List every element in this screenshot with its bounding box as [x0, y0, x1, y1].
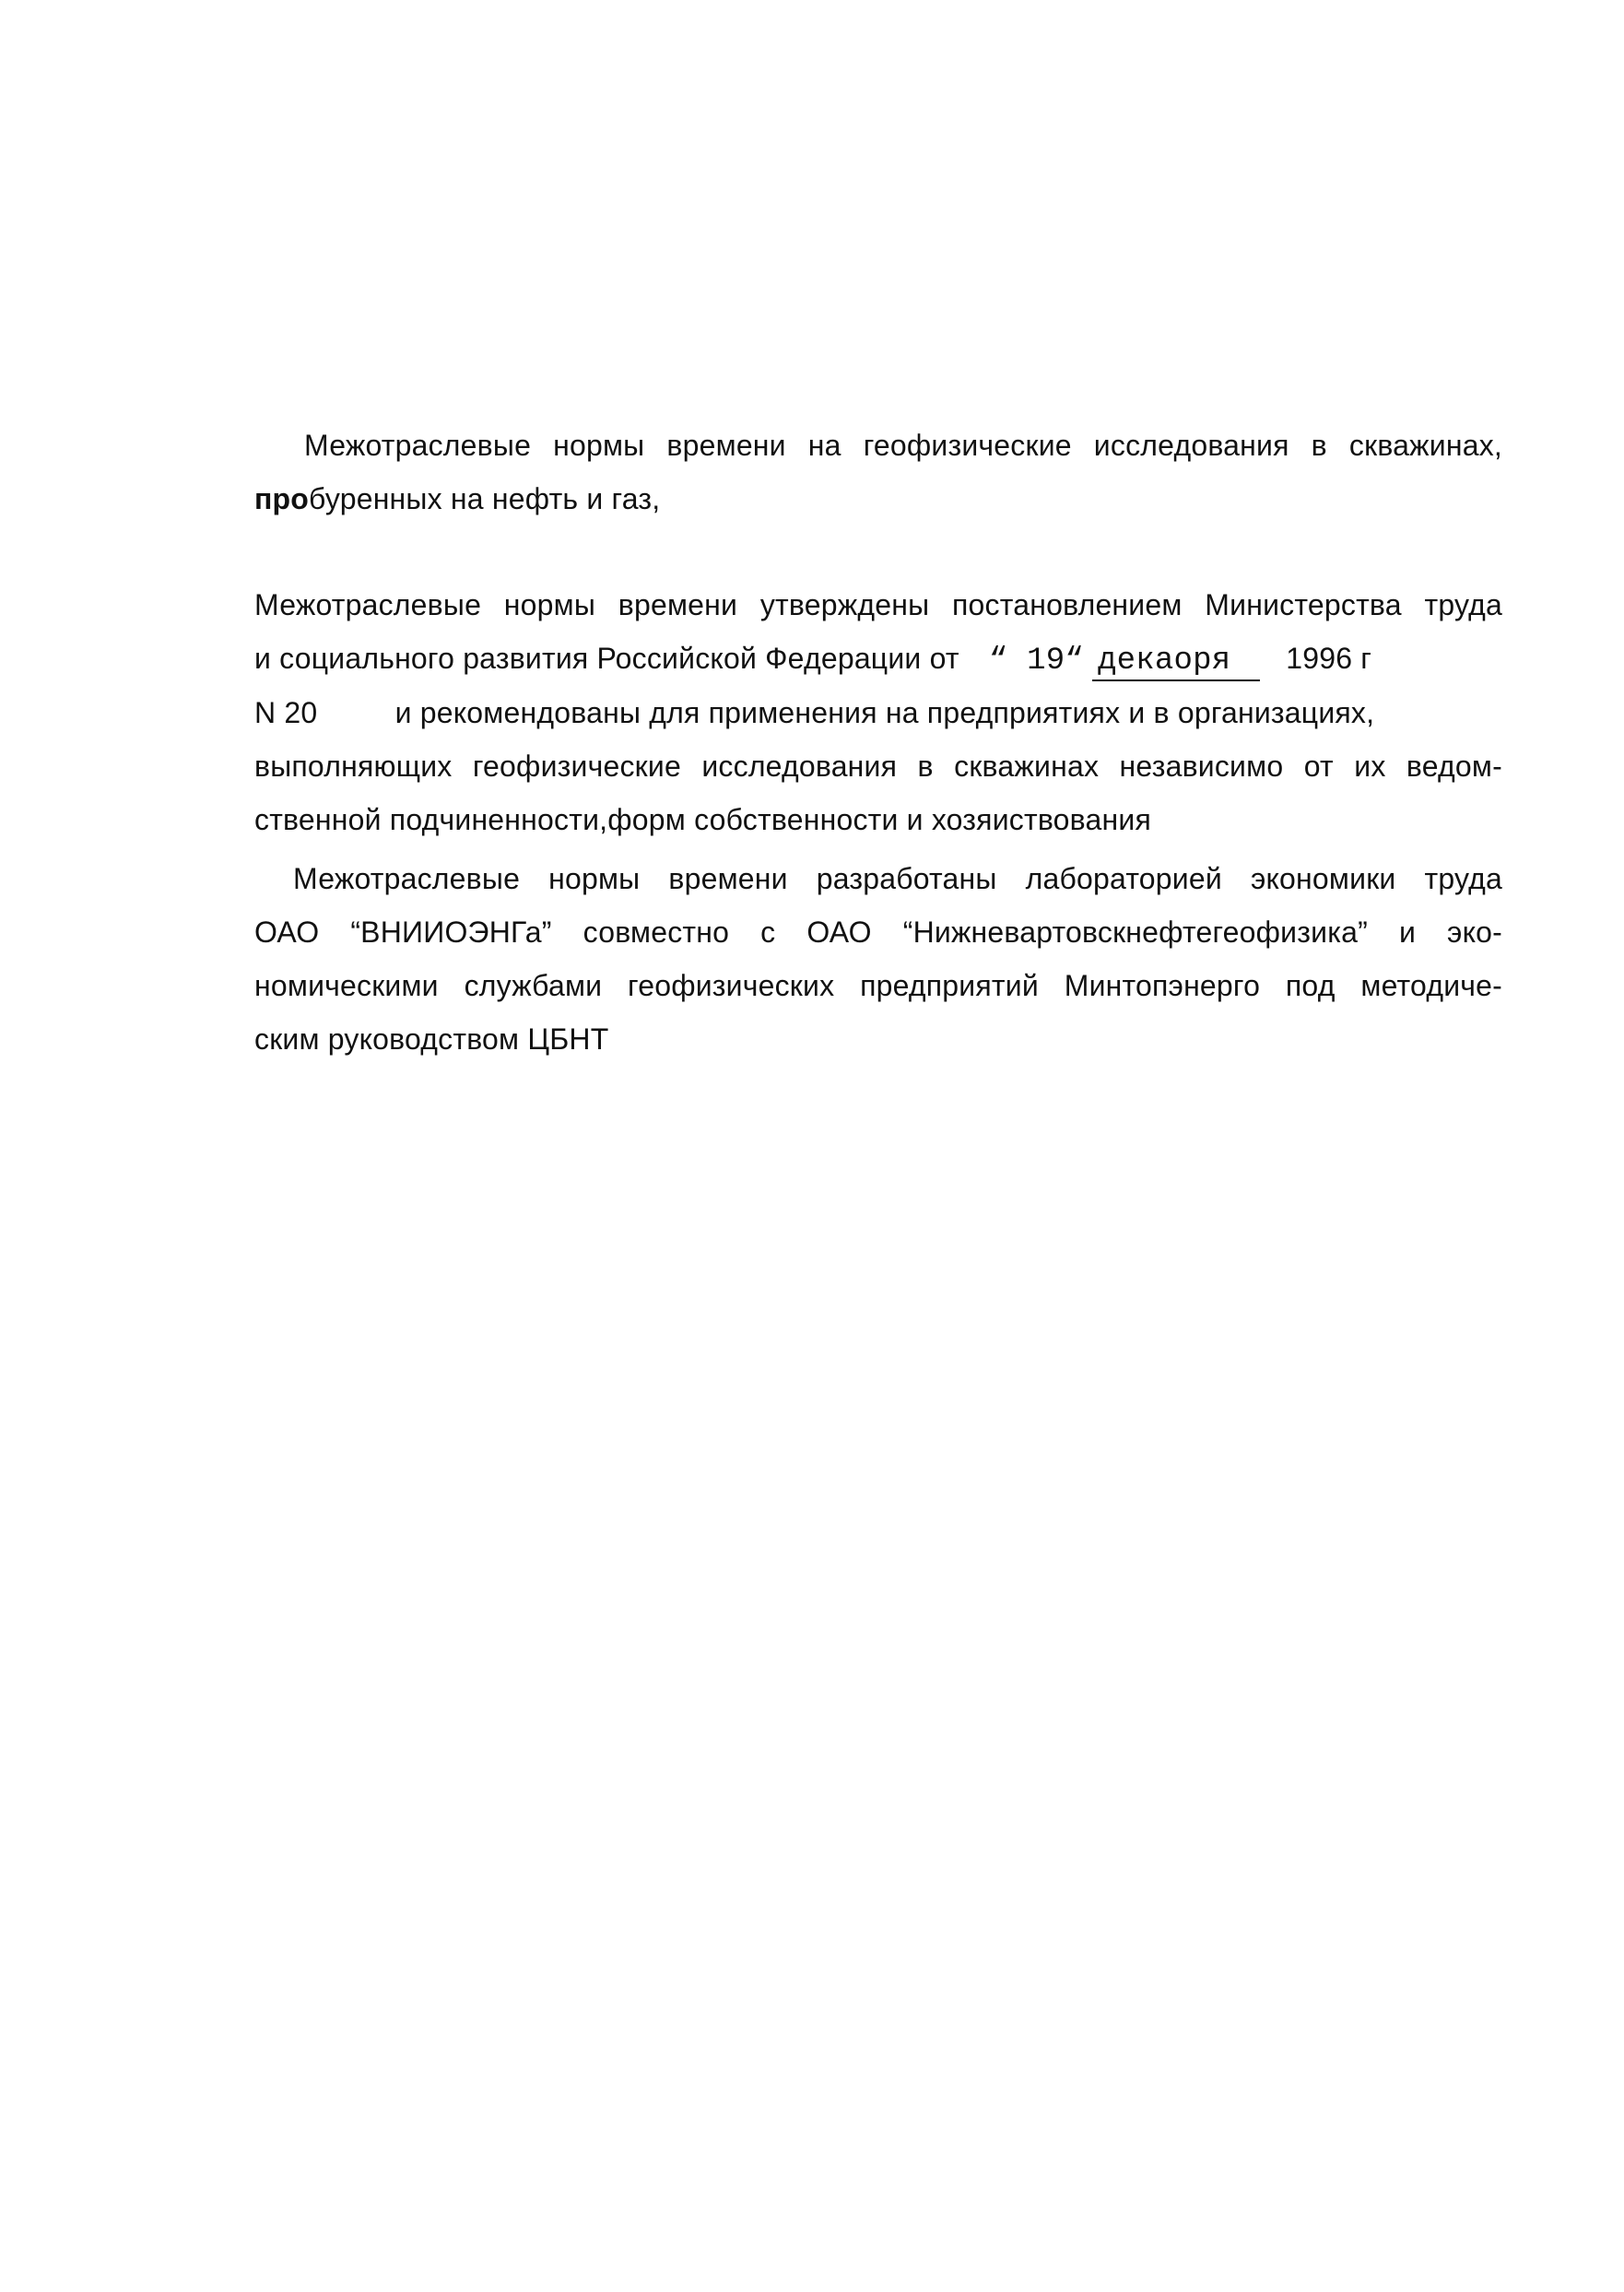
- approval-order-number: N 20: [254, 696, 318, 729]
- approval-line-5: ственной подчиненности,форм собственности и хозяиствования: [254, 803, 1151, 836]
- approval-date-day: “ 19“: [988, 644, 1084, 679]
- title-bold-fragment: про: [254, 482, 310, 515]
- approval-line-2: и социального развития Российской Федерации от “ 19“ декаоря 1996 г: [254, 640, 1371, 681]
- developers-line-2: ОАО “ВНИИОЭНГа” совместно с ОАО “Нижневартовскнефтегеофизика” и эко-: [254, 916, 1502, 949]
- approval-line-1: Межотраслевые нормы времени утверждены постановлением Министерства труда: [254, 588, 1502, 621]
- approval-date-year: 1996 г: [1286, 642, 1372, 675]
- developers-line-1: Межотраслевые нормы времени разработаны лабораторией экономики труда: [293, 862, 1502, 895]
- approval-line-3: N 20 и рекомендованы для применения на предприятиях и в организациях,: [254, 696, 1375, 729]
- approval-line-4: выполняющих геофизические исследования в скважинах независимо от их ведом-: [254, 750, 1502, 783]
- developers-line-3: номическими службами геофизических предприятий Минтопэнерго под методиче-: [254, 969, 1502, 1002]
- title-line-2: пробуренных на нефть и газ,: [254, 482, 661, 515]
- developers-line-4: ским руководством ЦБНТ: [254, 1022, 609, 1056]
- approval-date-month: декаоря: [1092, 643, 1260, 681]
- title-line-1: Межотраслевые нормы времени на геофизические исследования в скважинах,: [304, 429, 1502, 462]
